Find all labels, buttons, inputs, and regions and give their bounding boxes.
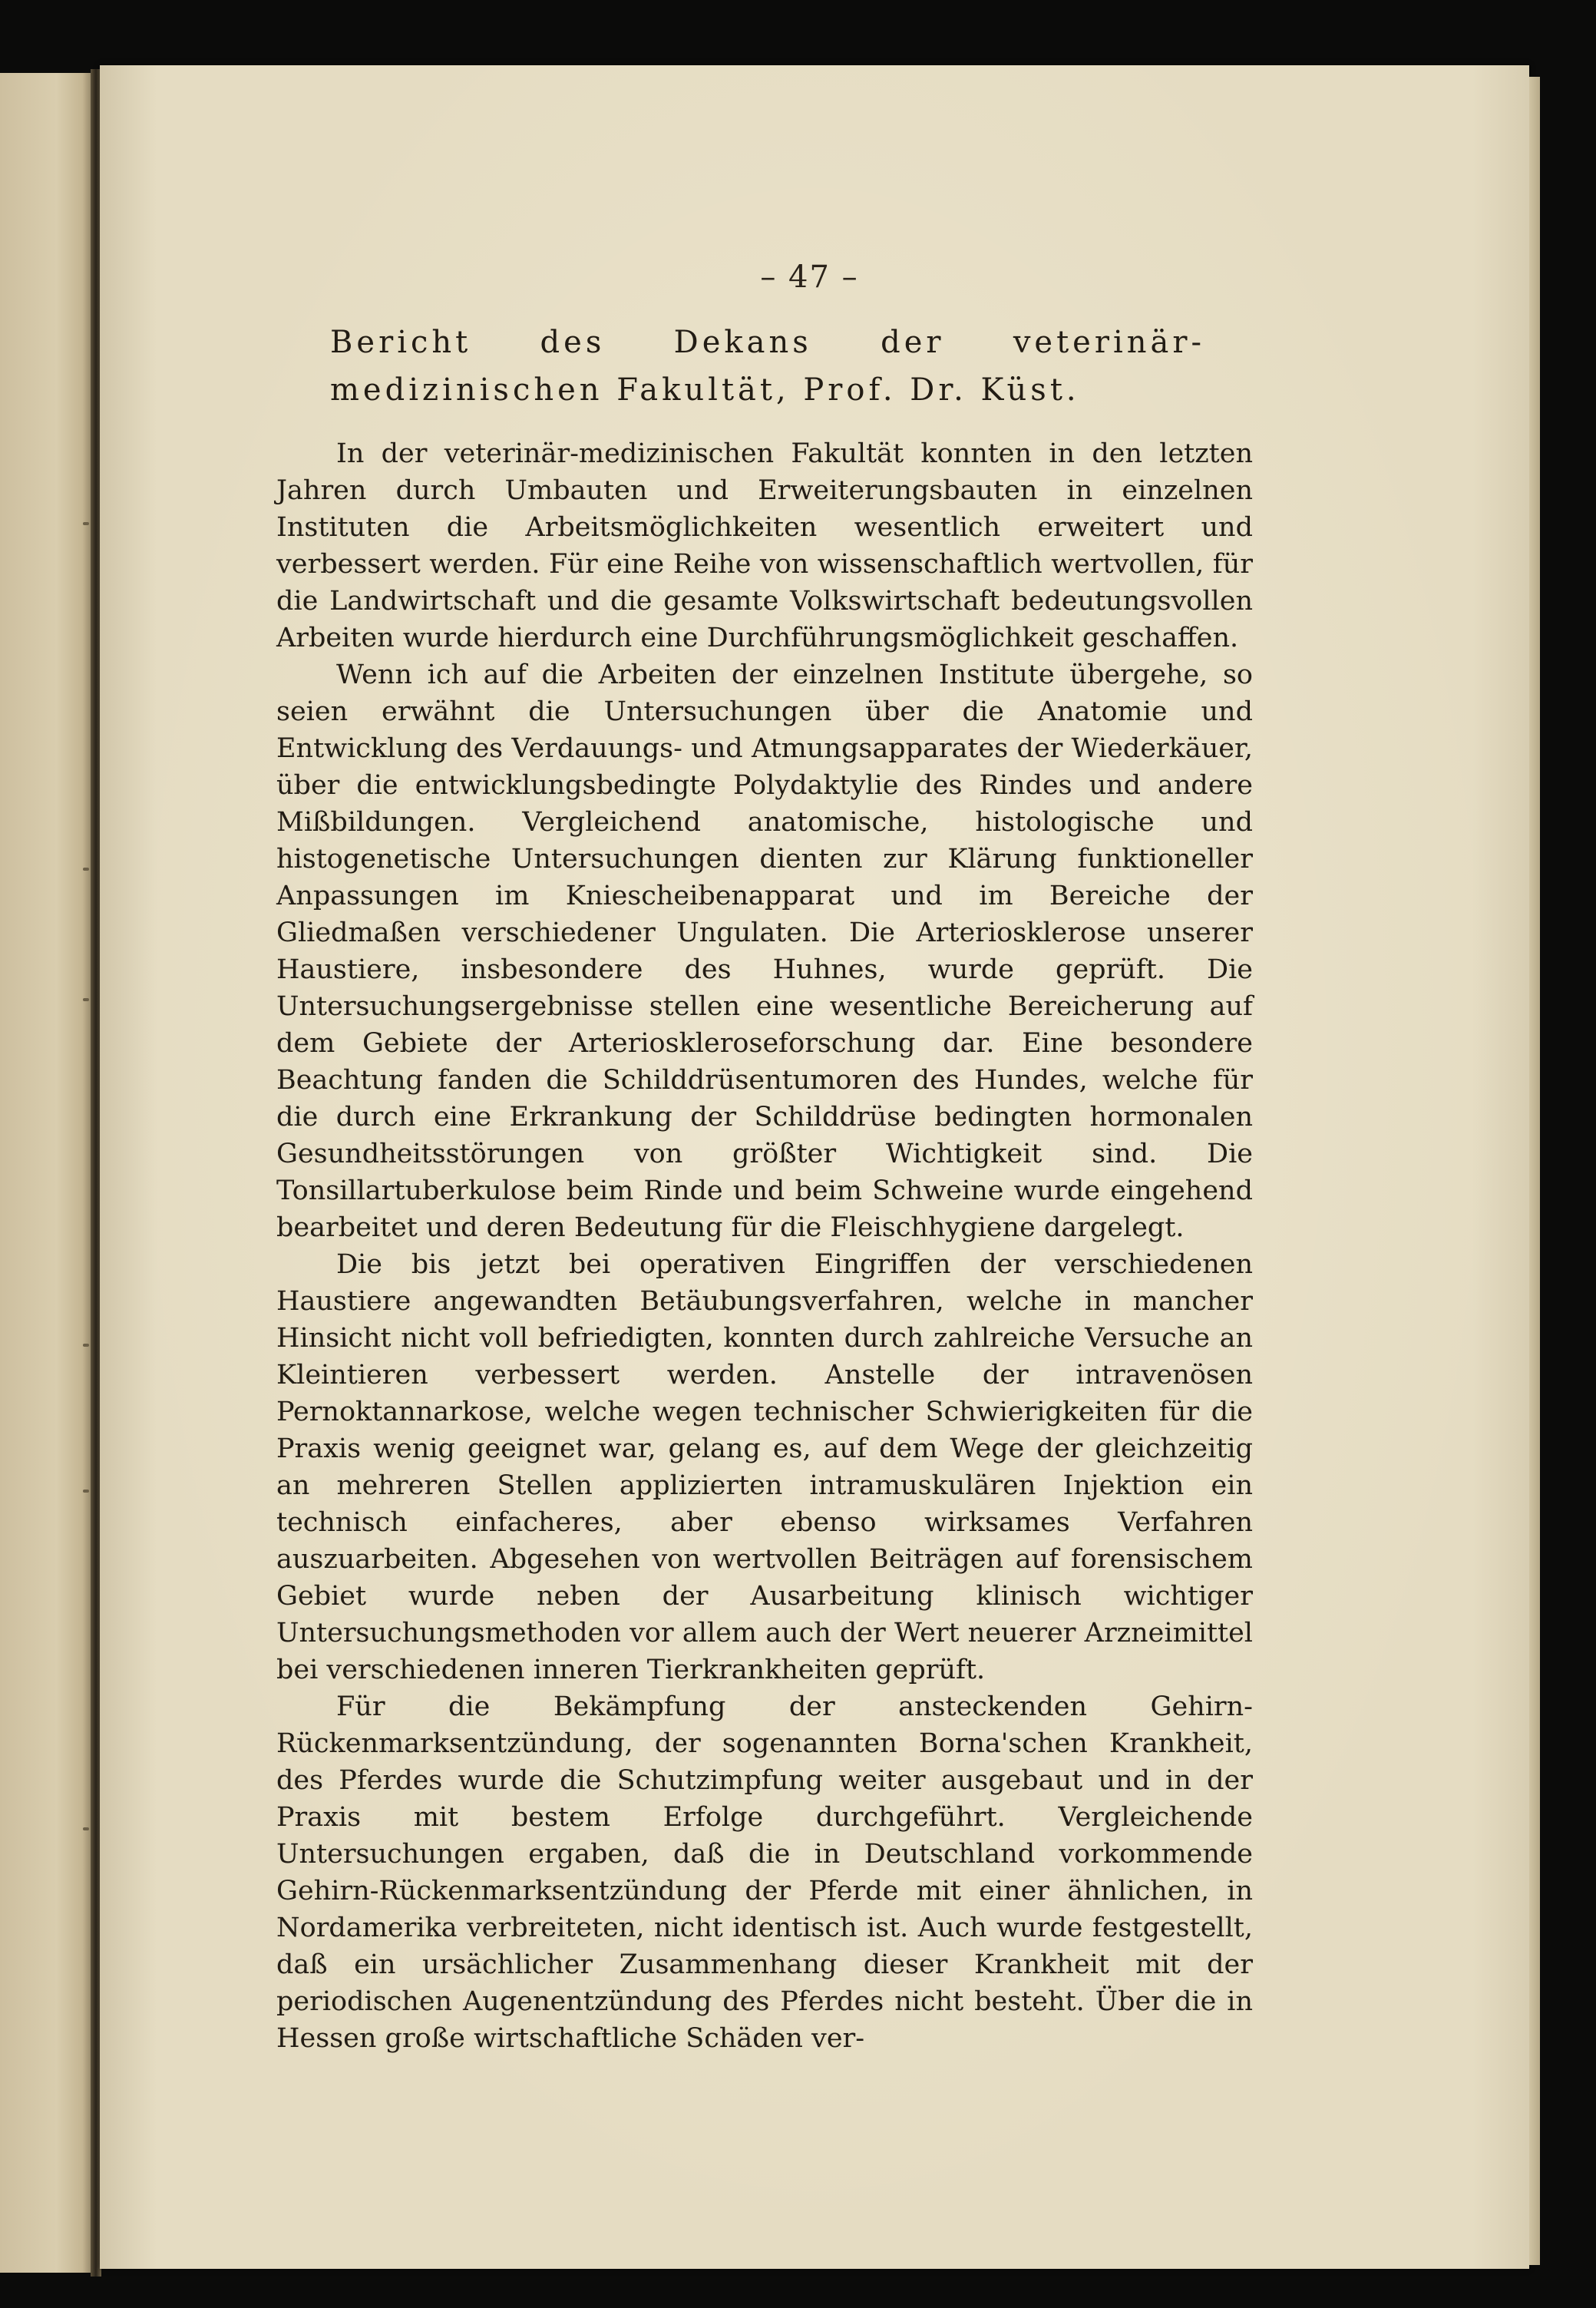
text-block xyxy=(276,319,1253,2057)
binding-mark xyxy=(83,1344,89,1347)
paragraph: Für die Bekämpfung der ansteckenden Gehirn-Rückenmarksentzündung, der sogenannten Borna'schen Krankheit, des Pferdes wurde die Schutzimpfung weiter ausgebaut und in der Praxis mit bestem Erfolge durchgeführt. Vergleichende Untersuchungen ergaben, daß die in Deutschland vorkommende Gehirn-Rückenmarksentzündung der Pferde mit einer ähnlichen, in Nordamerika verbreiteten, nicht identisch ist. Auch wurde festgestellt, daß ein ursächlicher Zusammenhang dieser Krankheit mit der periodischen Augenentzündung des Pferdes nicht besteht. Über die in Hessen große wirtschaftliche Schäden ver- xyxy=(276,1691,1253,2054)
report-heading: Bericht des Dekans der veterinär-medizinischen Fakultät, Prof. Dr. Küst. xyxy=(330,325,1205,408)
page-stack-edge xyxy=(1529,77,1540,2265)
paragraph: In der veterinär-medizinischen Fakultät konnten in den letzten Jahren durch Umbauten und Erweiterungsbauten in einzelnen Instituten die Arbeitsmöglichkeiten wesentlich erweitert und verbessert werden. Für eine Reihe von wissenschaftlich wertvollen, für die Landwirtschaft und die gesamte Volkswirtschaft bedeutungsvollen Arbeiten wurde hierdurch eine Durchführungsmöglichkeit geschaffen. xyxy=(276,438,1253,653)
paragraph: Wenn ich auf die Arbeiten der einzelnen Institute übergehe, so seien erwähnt die Untersuchungen über die Anatomie und Entwicklung des Verdauungs- und Atmungsapparates der Wiederkäuer, über die entwicklungsbedingte Polydaktylie des Rindes und andere Mißbildungen. Vergleichend anatomische, histologische und histogenetische Untersuchungen dienten zur Klärung funktioneller Anpassungen im Kniescheibenapparat und im Bereiche der Gliedmaßen verschiedener Ungulaten. Die Arteriosklerose unserer Haustiere, insbesondere des Huhnes, wurde geprüft. Die Untersuchungsergebnisse stellen eine wesentliche Bereicherung auf dem Gebiete der Arterioskleroseforschung dar. Eine besondere Beachtung fanden die Schilddrüsentumoren des Hundes, welche für die durch eine Erkrankung der Schilddrüse bedingten hormonalen Gesundheitsstörungen von größter Wichtigkeit sind. Die Tonsillartuberkulose beim Rinde und beim Schweine wurde eingehend bearbeitet und deren Bedeutung für die Fleischhygiene dargelegt. xyxy=(276,660,1253,1243)
facing-page-edge xyxy=(0,73,94,2273)
binding-mark xyxy=(83,522,89,525)
page-number: – 47 – xyxy=(760,260,859,295)
binding-mark xyxy=(83,1827,89,1830)
binding-mark xyxy=(83,1490,89,1493)
paragraph: Die bis jetzt bei operativen Eingriffen der verschiedenen Haustiere angewandten Betäubungsverfahren, welche in mancher Hinsicht nicht voll befriedigten, konnten durch zahlreiche Versuche an Kleintieren verbessert werden. Anstelle der intravenösen Pernoktannarkose, welche wegen technischer Schwierigkeiten für die Praxis wenig geeignet war, gelang es, auf dem Wege der gleichzeitig an mehreren Stellen applizierten intramuskulären Injektion ein technisch einfacheres, aber ebenso wirksames Verfahren auszuarbeiten. Abgesehen von wertvollen Beiträgen auf forensischem Gebiet wurde neben der Ausarbeitung klinisch wichtiger Untersuchungsmethoden vor allem auch der Wert neuerer Arzneimittel bei verschiedenen inneren Tierkrankheiten geprüft. xyxy=(276,1249,1253,1685)
binding-mark xyxy=(83,998,89,1001)
binding-mark xyxy=(83,868,89,871)
